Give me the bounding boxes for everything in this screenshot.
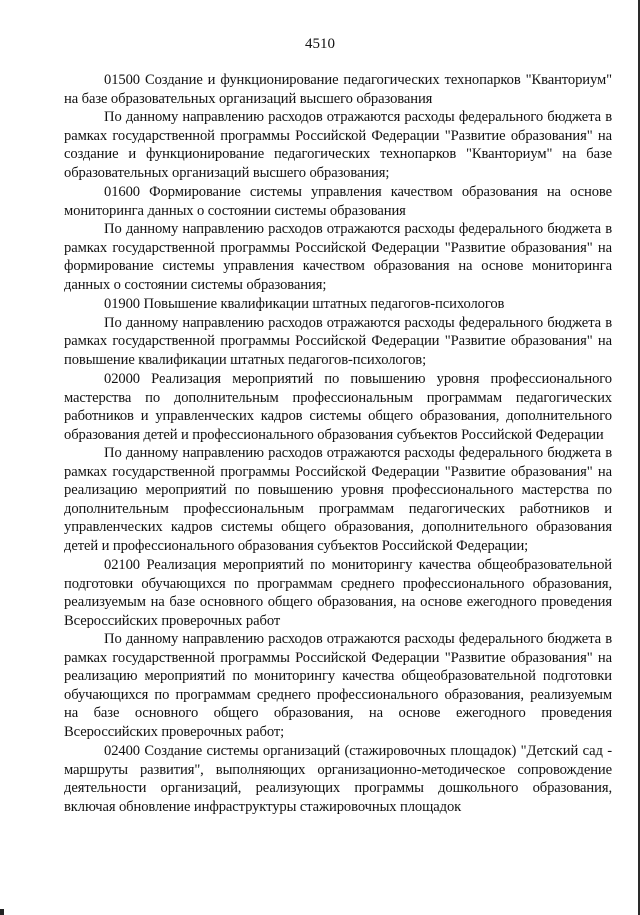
- heading-01600: 01600 Формирование системы управления качеством образования на основе мониторинга данных о состоянии системы образования: [64, 184, 612, 219]
- paragraph-01500-description: По данному направлению расходов отражаются расходы федерального бюджета в рамках государственной программы Российской Федерации "Развитие образования" на создание и функционирование педагогических технопарков "Кванториум" на базе образовательных организаций высшего образования;: [64, 109, 612, 181]
- scan-corner-mark: [0, 909, 4, 915]
- heading-02400: 02400 Создание системы организаций (стажировочных площадок) "Детский сад - маршруты развития", выполняющих организационно-методическое сопровождение деятельности организаций, реализующих программы дошкольного образования, включая обновление инфраструктуры стажировочных площадок: [64, 743, 612, 815]
- heading-01500: 01500 Создание и функционирование педагогических технопарков "Кванториум" на базе образовательных организаций высшего образования: [64, 72, 612, 107]
- page-number: 4510: [305, 36, 335, 52]
- paragraph-02100-description: По данному направлению расходов отражаются расходы федерального бюджета в рамках государственной программы Российской Федерации "Развитие образования" на реализацию мероприятий по мониторингу качества общеобразовательной подготовки обучающихся по программам среднего профессионального образования, реализуемым на базе основного общего образования, на основе ежегодного проведения Всероссийских проверочных работ;: [64, 631, 612, 740]
- heading-02000: 02000 Реализация мероприятий по повышению уровня профессионального мастерства по дополнительным профессиональным программам педагогических работников и управленческих кадров системы общего образования, дополнительного образования детей и профессионального образования субъектов Российской Федерации: [64, 371, 612, 443]
- paragraph-01900-description: По данному направлению расходов отражаются расходы федерального бюджета в рамках государственной программы Российской Федерации "Развитие образования" на повышение квалификации штатных педагогов-психологов;: [64, 314, 612, 368]
- document-body: [64, 70, 612, 816]
- paragraph-01600-description: По данному направлению расходов отражаются расходы федерального бюджета в рамках государственной программы Российской Федерации "Развитие образования" на формирование системы управления качеством образования на основе мониторинга данных о состоянии системы образования;: [64, 221, 612, 293]
- heading-02100: 02100 Реализация мероприятий по мониторингу качества общеобразовательной подготовки обучающихся по программам среднего профессионального образования, реализуемым на базе основного общего образования, на основе ежегодного проведения Всероссийских проверочных работ: [64, 557, 612, 629]
- paragraph-02000-description: По данному направлению расходов отражаются расходы федерального бюджета в рамках государственной программы Российской Федерации "Развитие образования" на реализацию мероприятий по повышению уровня профессионального мастерства по дополнительным профессиональным программам педагогических работников и управленческих кадров системы общего образования, дополнительного образования детей и профессионального образования субъектов Российской Федерации;: [64, 445, 612, 554]
- heading-01900: 01900 Повышение квалификации штатных педагогов-психологов: [104, 296, 505, 312]
